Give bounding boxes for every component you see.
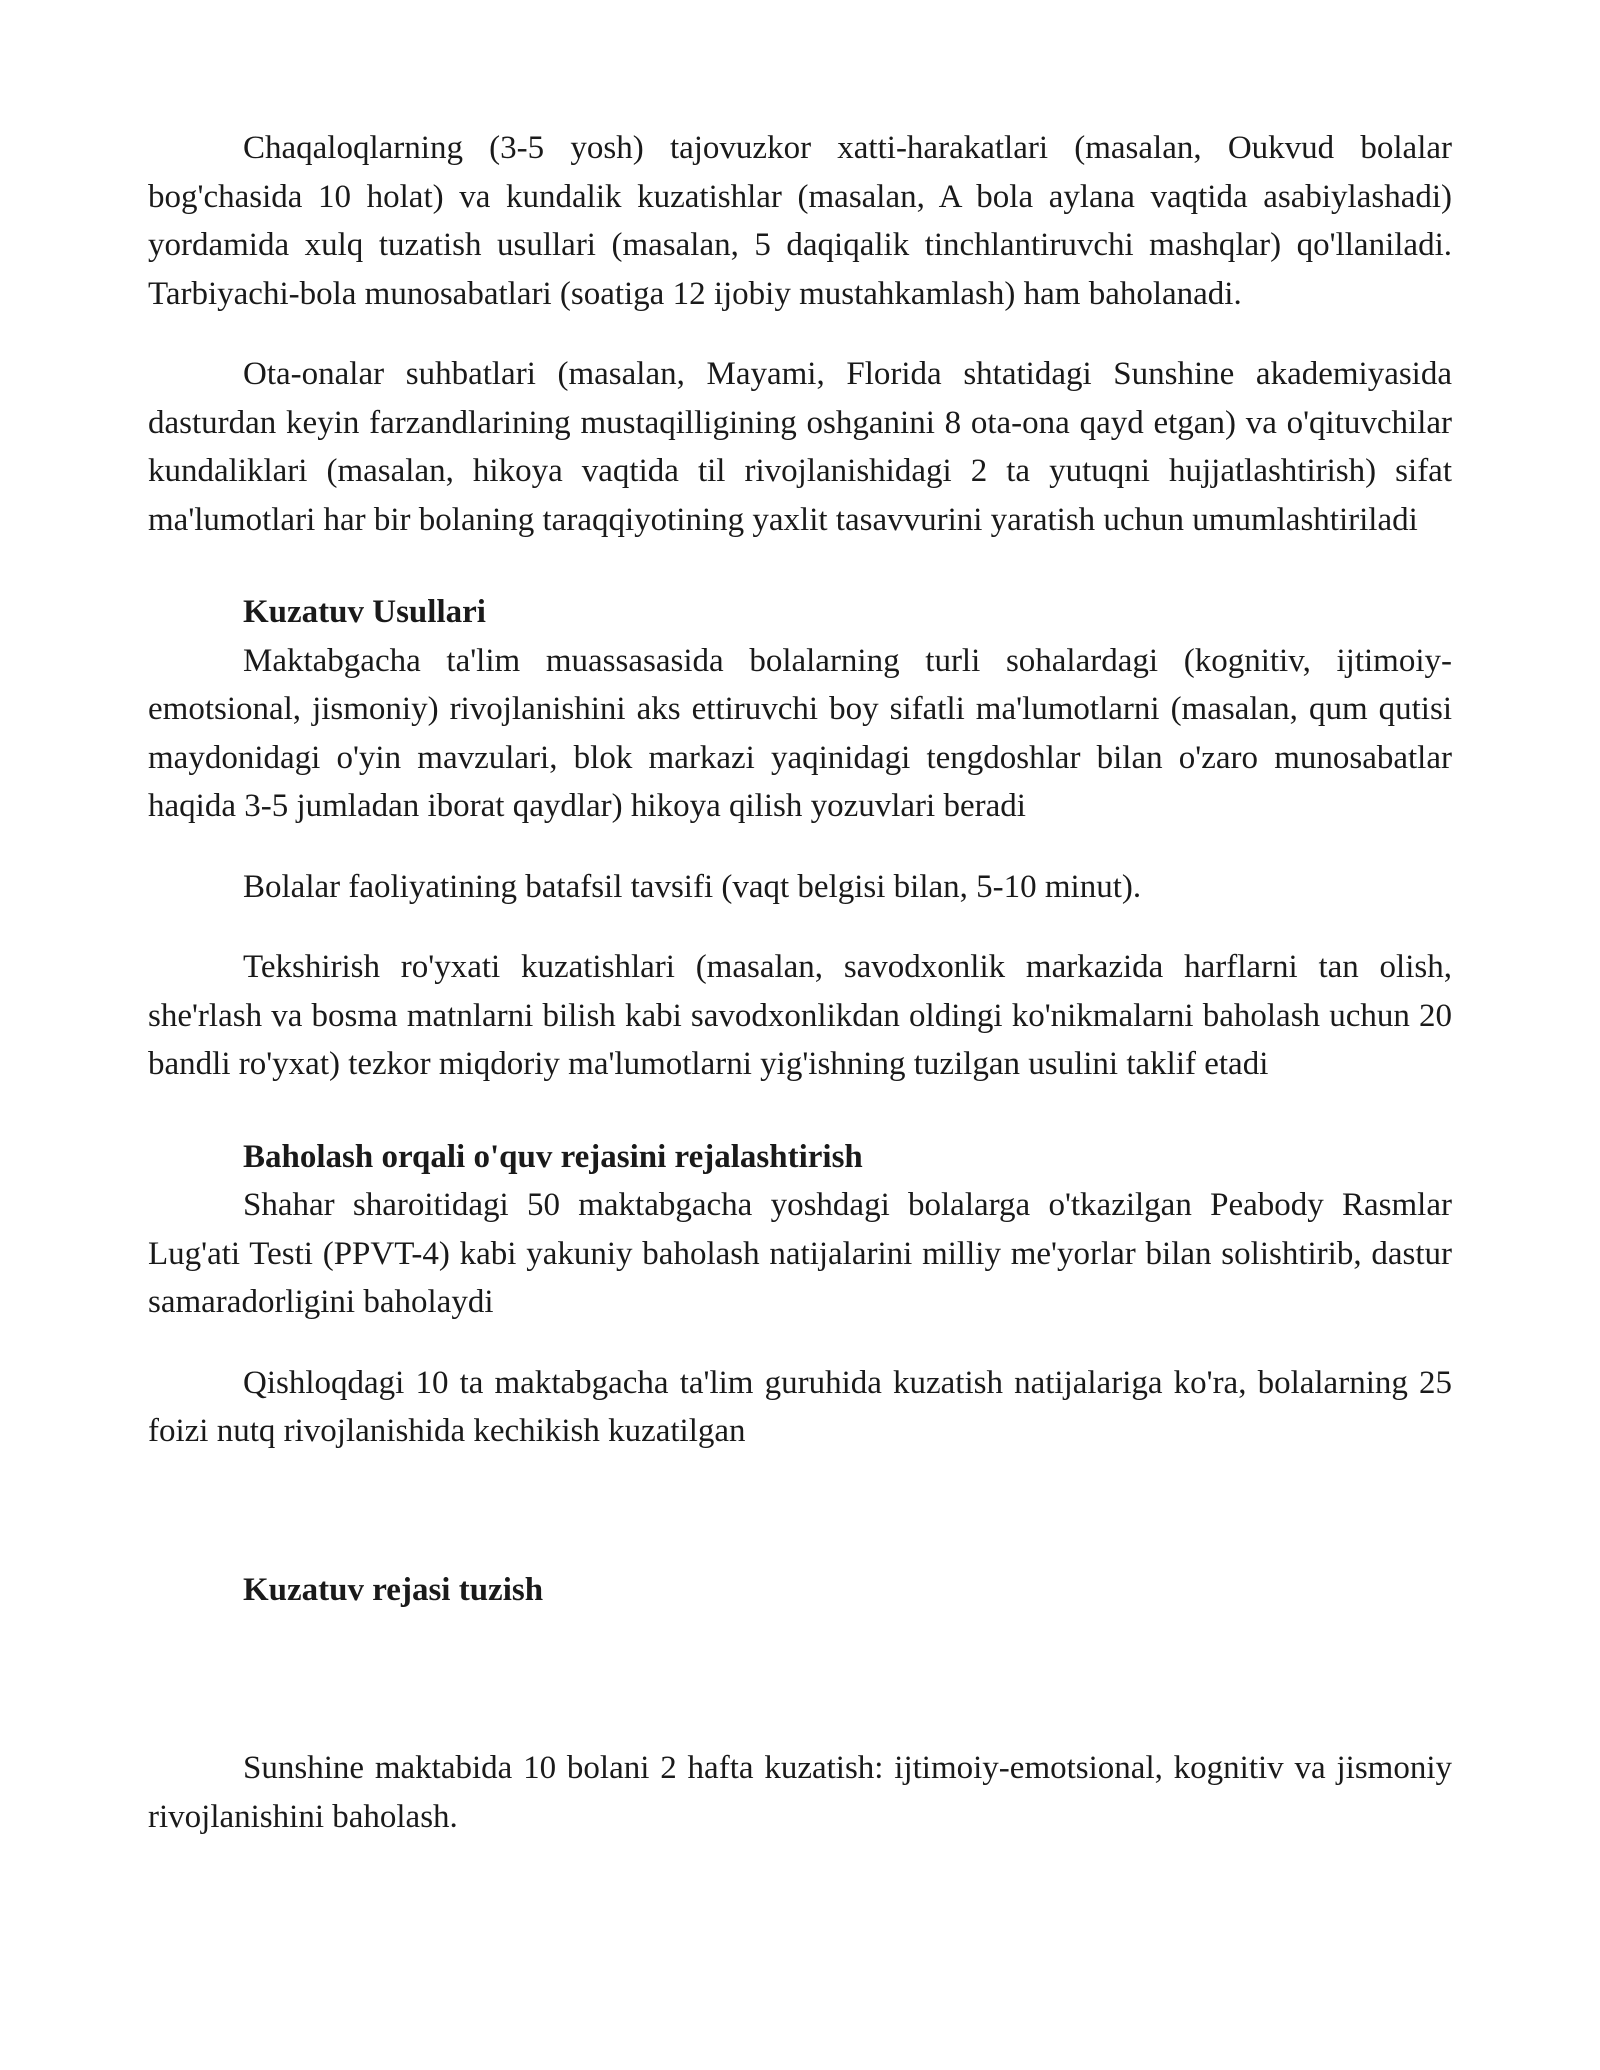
paragraph-activity-description: Bolalar faoliyatining batafsil tavsifi (vaqt belgisi bilan, 5-10 minut). (243, 868, 1142, 905)
heading-observation-methods: Kuzatuv Usullari (243, 594, 486, 630)
paragraph-behavior-correction: Chaqaloqlarning (3-5 yosh) tajovuzkor xatti-harakatlari (masalan, Oukvud bolalar bog'chasida 10 holat) va kundalik kuzatishlar (masalan, A bola aylana vaqtida asabiylashadi) yordamida xulq tuzatish usullari (masalan, 5 daqiqalik tinchlantiruvchi mashqlar) qo'llaniladi. Tarbiyachi-bola munosabatlari (soatiga 12 ijobiy mustahkamlash) ham baholanadi. (148, 130, 1452, 312)
paragraph-summative-assessment: Shahar sharoitidagi 50 maktabgacha yoshdagi bolalarga o'tkazilgan Peabody Rasmlar Lug'ati Testi (PPVT-4) kabi yakuniy baholash natijalarini milliy me'yorlar bilan solishtirib, dastur samaradorligini baholaydi (148, 1187, 1452, 1320)
paragraph-sunshine-plan: Sunshine maktabida 10 bolani 2 hafta kuzatish: ijtimoiy-emotsional, kognitiv va jismoniy rivojlanishini baholash. (148, 1750, 1452, 1835)
paragraph-narrative-records: Maktabgacha ta'lim muassasasida bolalarning turli sohalardagi (kognitiv, ijtimoiy-emotsional, jismoniy) rivojlanishini aks ettiruvchi boy sifatli ma'lumotlarni (masalan, qum qutisi maydonidagi o'yin mavzulari, blok markazi yaqinidagi tengdoshlar bilan o'zaro munosabatlar haqida 3-5 jumladan iborat qaydlar) hikoya qilish yozuvlari beradi (148, 642, 1452, 824)
paragraph-rural-groups: Qishloqdagi 10 ta maktabgacha ta'lim guruhida kuzatish natijalariga ko'ra, bolalarning 25 foizi nutq rivojlanishida kechikish kuzatilgan (148, 1364, 1452, 1449)
document-page (148, 124, 1452, 1841)
heading-observation-plan: Kuzatuv rejasi tuzish (243, 1571, 544, 1608)
heading-curriculum-planning: Baholash orqali o'quv rejasini rejalashtirish (243, 1138, 863, 1175)
paragraph-checklist-observations: Tekshirish ro'yxati kuzatishlari (masalan, savodxonlik markazida harflarni tan olish, she'rlash va bosma matnlarni bilish kabi savodxonlikdan oldingi ko'nikmalarni baholash uchun 20 bandli ro'yxat) tezkor miqdoriy ma'lumotlarni yig'ishning tuzilgan usulini taklif etadi (148, 949, 1452, 1082)
paragraph-parent-interviews: Ota-onalar suhbatlari (masalan, Mayami, Florida shtatidagi Sunshine akademiyasida dasturdan keyin farzandlarining mustaqilligining oshganini 8 ota-ona qayd etgan) va o'qituvchilar kundaliklari (masalan, hikoya vaqtida til rivojlanishidagi 2 ta yutuqni hujjatlashtirish) sifat ma'lumotlari har bir bolaning taraqqiyotining yaxlit tasavvurini yaratish uchun umumlashtiriladi (148, 356, 1452, 538)
